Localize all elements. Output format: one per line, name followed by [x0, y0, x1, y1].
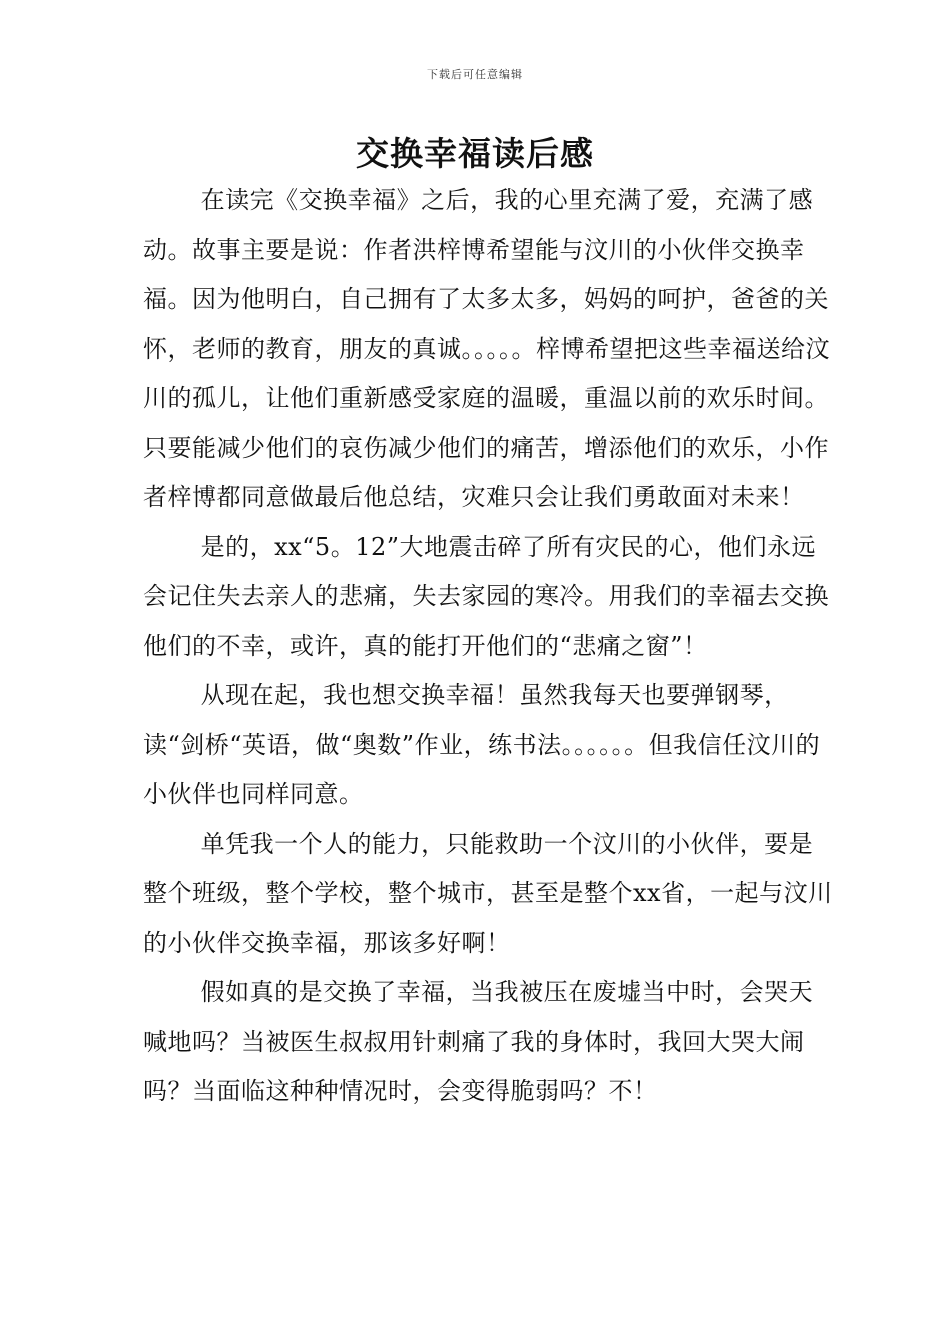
document-title: 交换幸福读后感 — [356, 134, 594, 173]
paragraph-1: 在读完《交换幸福》之后，我的心里充满了爱，充满了感动。故事主要是说：作者洪梓博希望能与汶川的小伙伴交换幸福。因为他明白，自己拥有了太多太多，妈妈的呵护，爸爸的关怀，老师的教育，朋友的真诚。。。。。梓博希望把这些幸福送给汶川的孤儿，让他们重新感受家庭的温暖，重温以前的欢乐时间。只要能减少他们的哀伤减少他们的痛苦，增添他们的欢乐，小作者梓博都同意做最后他总结，灾难只会让我们勇敢面对未来！ — [143, 186, 830, 511]
paragraph-3: 从现在起，我也想交换幸福！虽然我每天也要弹钢琴，读“剑桥“英语，做“奥数”作业，练书法。。。。。。但我信任汶川的小伙伴也同样同意。 — [143, 681, 821, 808]
header-note: 下载后可任意编辑 — [427, 68, 523, 81]
document-body — [143, 176, 833, 1117]
paragraph-5: 假如真的是交换了幸福，当我被压在废墟当中时，会哭天喊地吗？当被医生叔叔用针刺痛了我的身体时，我回大哭大闹吗？当面临这种种情况时，会变得脆弱吗？不！ — [143, 978, 814, 1105]
paragraph-4: 单凭我一个人的能力，只能救助一个汶川的小伙伴，要是整个班级，整个学校，整个城市，甚至是整个xx省，一起与汶川的小伙伴交换幸福，那该多好啊！ — [143, 829, 833, 957]
paragraph-2: 是的，xx“5。12”大地震击碎了所有灾民的心，他们永远会记住失去亲人的悲痛，失去家园的寒冷。用我们的幸福去交换他们的不幸，或许，真的能打开他们的“悲痛之窗”！ — [143, 532, 829, 660]
